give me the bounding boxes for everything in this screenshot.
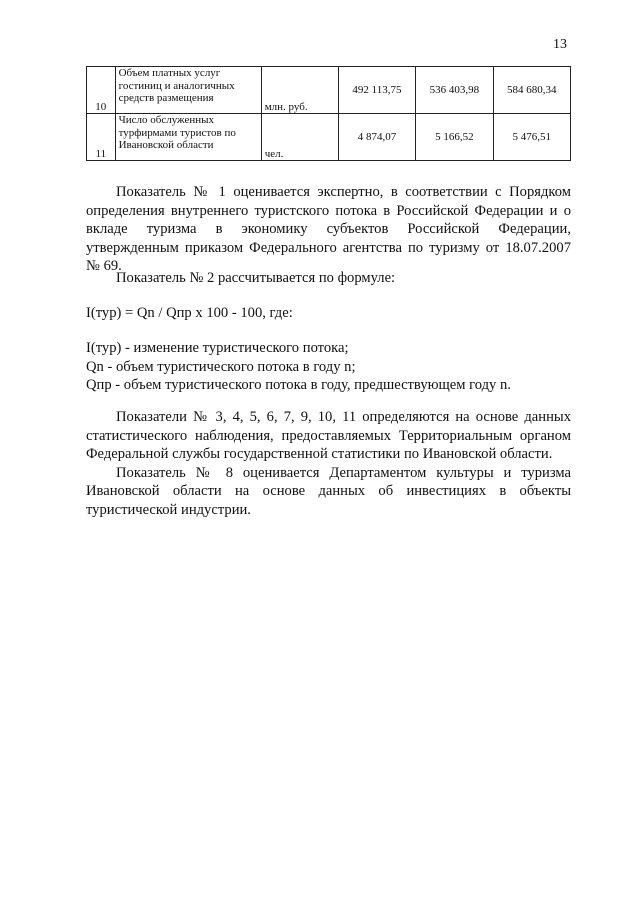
indicator-name-line: средств размещения bbox=[118, 92, 214, 104]
table-row bbox=[87, 67, 571, 114]
definition-line: I(тур) - изменение туристического потока; bbox=[86, 340, 349, 356]
unit-cell: чел. bbox=[261, 114, 338, 161]
definition-line: Qn - объем туристического потока в году n; bbox=[86, 358, 356, 375]
indicator-name-line: Число обслуженных bbox=[118, 114, 215, 126]
paragraph-text: Показатель № 1 оценивается экспертно, в соответствии с Порядком определения внутреннего туристского потока в Российской Федерации и о вкладе туризма в экономику субъектов Российской Федерации, утвержденным приказом Федерального агентства по туризму от 18.07.2007 № 69. bbox=[86, 184, 571, 275]
paragraph-text: Показатели № 3, 4, 5, 6, 7, 9, 10, 11 определяются на основе данных статистического наблюдения, предоставляемых Территориальным органом Федеральной службы государственной статистики по Ивановской области. bbox=[86, 409, 571, 463]
indicator-name-line: турфирмами туристов по bbox=[118, 126, 236, 139]
row-number: 11 bbox=[87, 114, 116, 161]
paragraphs-statistics bbox=[86, 408, 571, 520]
paragraph-text: Показатель № 8 оценивается Департаментом культуры и туризма Ивановской области на основе данных об инвестициях в объекты туристической индустрии. bbox=[86, 464, 571, 518]
value-cell: 5 166,52 bbox=[416, 114, 493, 161]
definition-line: Qпр - объем туристического потока в году, предшествующем году n. bbox=[86, 377, 511, 394]
indicator-name-line: Объем платных услуг bbox=[118, 67, 221, 79]
definitions-block bbox=[86, 339, 571, 395]
value-cell: 584 680,34 bbox=[493, 67, 570, 114]
formula-block bbox=[86, 304, 571, 323]
paragraph-indicator-2 bbox=[86, 269, 571, 288]
row-number: 10 bbox=[87, 67, 116, 114]
indicators-table bbox=[86, 66, 571, 161]
value-cell: 5 476,51 bbox=[493, 114, 570, 161]
table-row bbox=[87, 114, 571, 161]
value-cell: 4 874,07 bbox=[338, 114, 415, 161]
indicator-name-line: гостиниц и аналогичных bbox=[118, 79, 235, 92]
value-cell: 536 403,98 bbox=[416, 67, 493, 114]
formula-text: I(тур) = Qn / Qпр х 100 - 100, где: bbox=[86, 305, 293, 321]
paragraph-text: Показатель № 2 рассчитывается по формуле: bbox=[116, 270, 396, 286]
value-cell: 492 113,75 bbox=[338, 67, 415, 114]
indicator-name bbox=[115, 67, 261, 114]
indicator-name-line: Ивановской области bbox=[118, 139, 214, 151]
indicator-name bbox=[115, 114, 261, 161]
paragraph-indicator-1 bbox=[86, 183, 571, 276]
unit-cell: млн. руб. bbox=[261, 67, 338, 114]
page-number: 13 bbox=[553, 37, 567, 52]
